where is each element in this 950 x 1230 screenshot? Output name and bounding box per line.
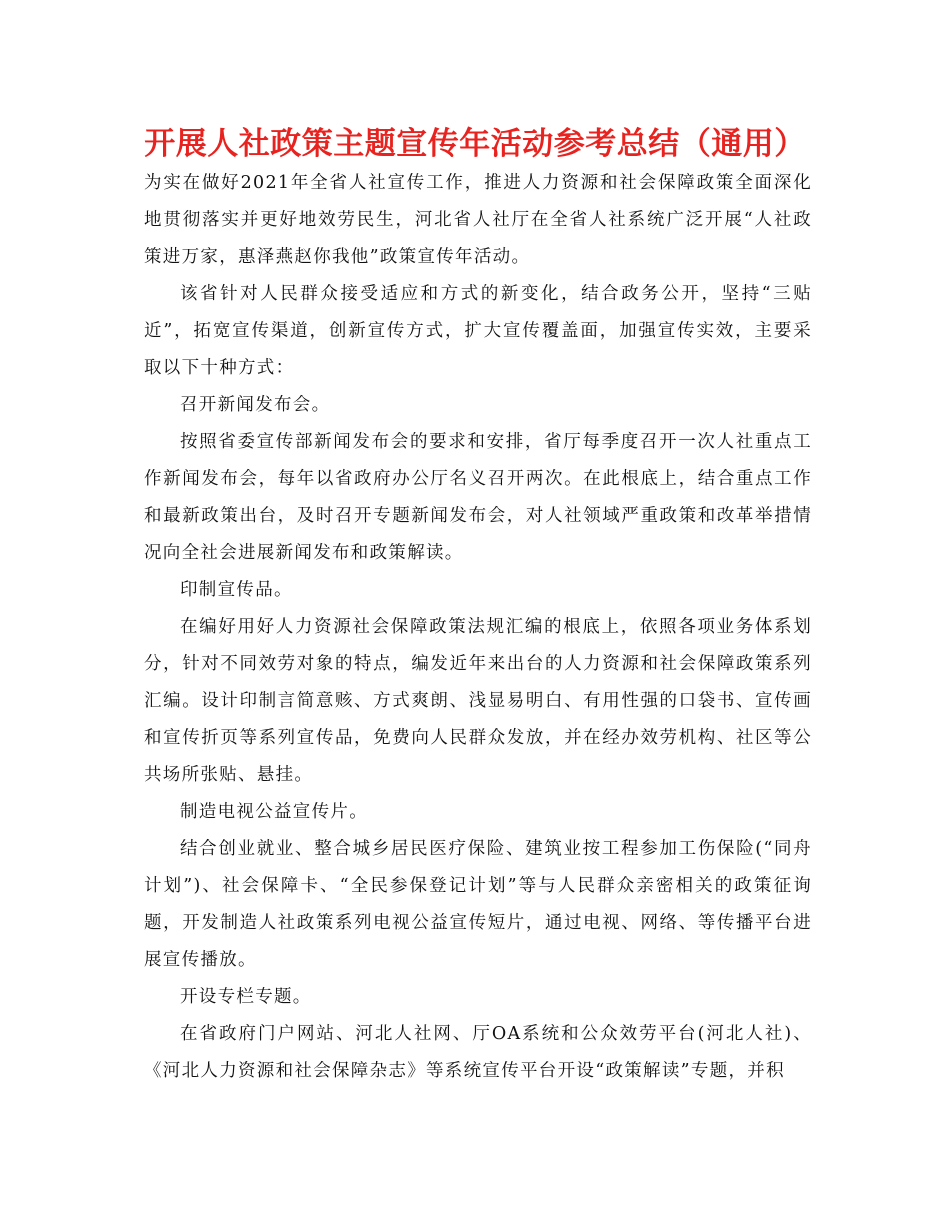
paragraph-print-materials: 在编好用好人力资源社会保障政策法规汇编的根底上，依照各项业务体系划分，针对不同效劳对象的特点，编发近年来出台的人力资源和社会保障政策系列汇编。设计印制言简意赅、方式爽朗、浅显易明白、有用性强的口袋书、宣传画和宣传折页等系列宣传品，免费向人民群众发放，并在经办效劳机构、社区等公共场所张贴、悬挂。 bbox=[144, 617, 812, 785]
paragraph-press-conference: 按照省委宣传部新闻发布会的要求和安排，省厅每季度召开一次人社重点工作新闻发布会，每年以省政府办公厅名义召开两次。在此根底上，结合重点工作和最新政策出台，及时召开专题新闻发布会，对人社领域严重政策和改革举措情况向全社会进展新闻发布和政策解读。 bbox=[144, 432, 812, 563]
paragraph-columns: 在省政府门户网站、河北人社网、厅OA系统和公众效劳平台(河北人社)、《河北人力资源和社会保障杂志》等系统宣传平台开设“政策解读”专题，并积 bbox=[144, 1024, 812, 1081]
document-body bbox=[144, 165, 812, 1090]
section-heading-press-conference: 召开新闻发布会。 bbox=[180, 395, 331, 415]
paragraph-methods: 该省针对人民群众接受适应和方式的新变化，结合政务公开，坚持“三贴近”，拓宽宣传渠道，创新宣传方式，扩大宣传覆盖面，加强宣传实效，主要采取以下十种方式： bbox=[144, 284, 812, 378]
paragraph-tv-video: 结合创业就业、整合城乡居民医疗保险、建筑业按工程参加工伤保险(“同舟计划”)、社会保障卡、“全民参保登记计划”等与人民群众亲密相关的政策征询题，开发制造人社政策系列电视公益宣传短片，通过电视、网络、等传播平台进展宣传播放。 bbox=[144, 839, 812, 970]
document-title: 开展人社政策主题宣传年活动参考总结（通用） bbox=[144, 126, 806, 162]
section-heading-columns: 开设专栏专题。 bbox=[180, 987, 312, 1007]
paragraph-intro: 为实在做好2021年全省人社宣传工作，推进人力资源和社会保障政策全面深化地贯彻落实并更好地效劳民生，河北省人社厅在全省人社系统广泛开展“人社政策进万家，惠泽燕赵你我他”政策宣传年活动。 bbox=[144, 173, 812, 267]
section-heading-tv-video: 制造电视公益宣传片。 bbox=[180, 802, 368, 822]
section-heading-print-materials: 印制宣传品。 bbox=[180, 580, 293, 600]
